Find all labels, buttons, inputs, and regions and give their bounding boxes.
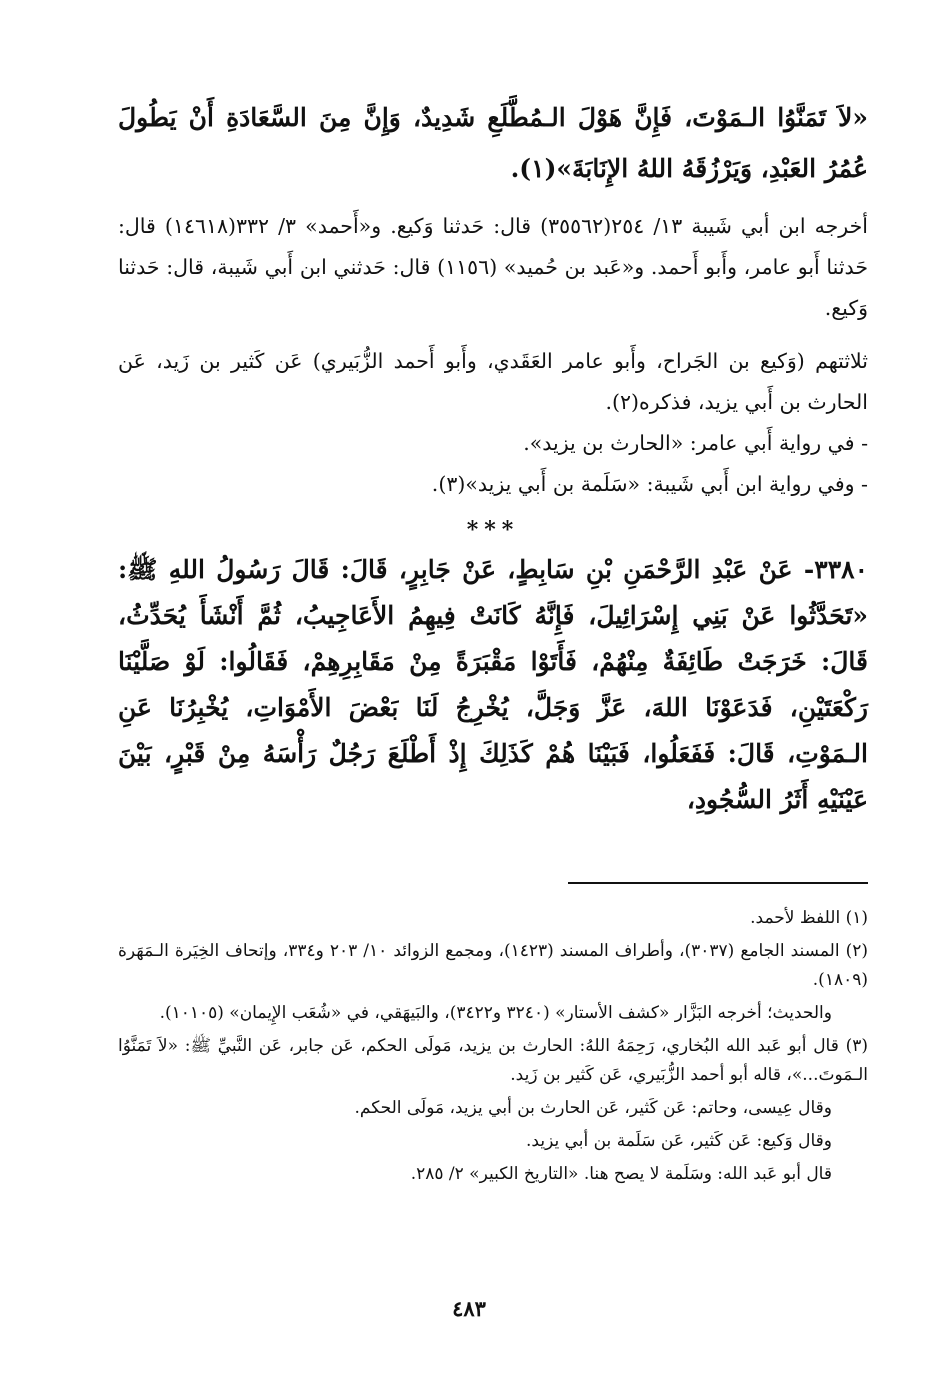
main-text [118, 92, 868, 823]
footnote-2-continuation: والحديث؛ أخرجه البَزَّار «كشف الأستار» (٣٢٤٠ و٣٤٢٢)، والبَيهَقي، في «شُعَب الإِيمان» (١٠١٠٥). [159, 1003, 832, 1023]
riwaya-ibn-abi-shayba: - وفي رواية ابن أَبي شَيبة: «سَلَمة بن أَبي يزيد»(٣). [431, 472, 868, 496]
footnotes [118, 904, 868, 1193]
footnote-2: (٢) المسند الجامع (٣٠٣٧)، وأطراف المسند (١٤٢٣)، ومجمع الزوائد ١٠/ ٢٠٣ و٣٣٤، وإتحاف الخِيَرة الـمَهَرة (١٨٠٩). [118, 941, 869, 990]
footnote-divider [568, 882, 868, 884]
takhrij-paragraph: أخرجه ابن أبي شَيبة ١٣/ ٢٥٤(٣٥٥٦٢) قال: حَدثنا وَكيع. و«أَحمد» ٣/ ٣٣٢(١٤٦١٨) قال: حَدثنا أَبو عامر، وأَبو أَحمد. و«عَبد بن حُميد» (١١٥٦) قال: حَدثني ابن أَبي شَيبة، قال: حَدثنا وَكيع. [118, 214, 868, 320]
hadith-text: عَنْ عَبْدِ الرَّحْمَنِ بْنِ سَابِطٍ، عَنْ جَابِرٍ، قَالَ: قَالَ رَسُولُ اللهِ ﷺ: «تَحَدَّثُوا عَنْ بَنِي إِسْرَائِيلَ، فَإِنَّهُ كَانَتْ فِيهِمُ الأَعَاجِيبُ، ثُمَّ أَنْشَأَ يُحَدِّثُ، قَالَ: خَرَجَتْ طَائِفَةٌ مِنْهُمْ، فَأَتَوْا مَقْبَرَةً مِنْ مَقَابِرِهِمْ، فَقَالُوا: لَوْ صَلَّيْنَا رَكْعَتَيْنِ، فَدَعَوْنَا اللهَ، عَزَّ وَجَلَّ، يُخْرِجُ لَنَا بَعْضَ الأَمْوَاتِ، يُخْبِرُنَا عَنِ الـمَوْتِ، قَالَ: فَفَعَلُوا، فَبَيْنَا هُمْ كَذَلِكَ إِذْ أَطْلَعَ رَجُلٌ رَأْسَهُ مِنْ قَبْرٍ، بَيْنَ عَيْنَيْهِ أَثَرُ السُّجُودِ، [118, 555, 868, 814]
footnote-3-line-2: وقال عِيسى، وحاتم: عَن كَثير، عَن الحارث بن أبي يزيد، مَولَى الحكم. [354, 1098, 832, 1118]
footnote-3-line-4: قال أبو عَبد الله: وسَلَمة لا يصح هنا. «التاريخ الكبير» ٢/ ٢٨٥. [410, 1164, 832, 1184]
hadith-continuation: «لاَ تَمَنَّوُا الـمَوْتَ، فَإِنَّ هَوْلَ الـمُطَّلَعِ شَدِيدٌ، وَإِنَّ مِنَ السَّعَادَةِ أَنْ يَطُولَ عُمُرُ العَبْدِ، وَيَرْزُقَهُ اللهُ الإِنَابَةَ»(١). [118, 103, 868, 183]
footnote-3-line-3: وقال وَكيع: عَن كَثير، عَن سَلَمة بن أبي يزيد. [526, 1131, 832, 1151]
riwaya-abi-amir: - في رواية أَبي عامر: «الحارث بن يزيد». [523, 431, 868, 455]
section-separator: *** [466, 517, 520, 543]
isnad-paragraph: ثلاثتهم (وَكيع بن الجَراح، وأَبو عامر العَقَدي، وأَبو أَحمد الزُّبَيري) عَن كَثير بن زَيد، عَن الحارث بن أَبي يزيد، فذكره(٢). [118, 349, 868, 414]
hadith-3380 [118, 547, 868, 823]
hadith-number: ٣٣٨٠- [803, 555, 868, 584]
page-number: ٤٨٣ [452, 1296, 486, 1321]
footnote-3: (٣) قال أبو عَبد الله البُخاري، رَحِمَهُ اللهُ: الحارث بن يزيد، مَولَى الحكم، عَن جابر، عَن النَّبيِّ ﷺ: «لاَ تَمَنَّوُا الـمَوتَ...»، قاله أبو أحمد الزُّبَيري، عَن كَثير بن زَيد. [118, 1036, 868, 1085]
footnote-1: (١) اللفظ لأحمد. [750, 908, 868, 928]
